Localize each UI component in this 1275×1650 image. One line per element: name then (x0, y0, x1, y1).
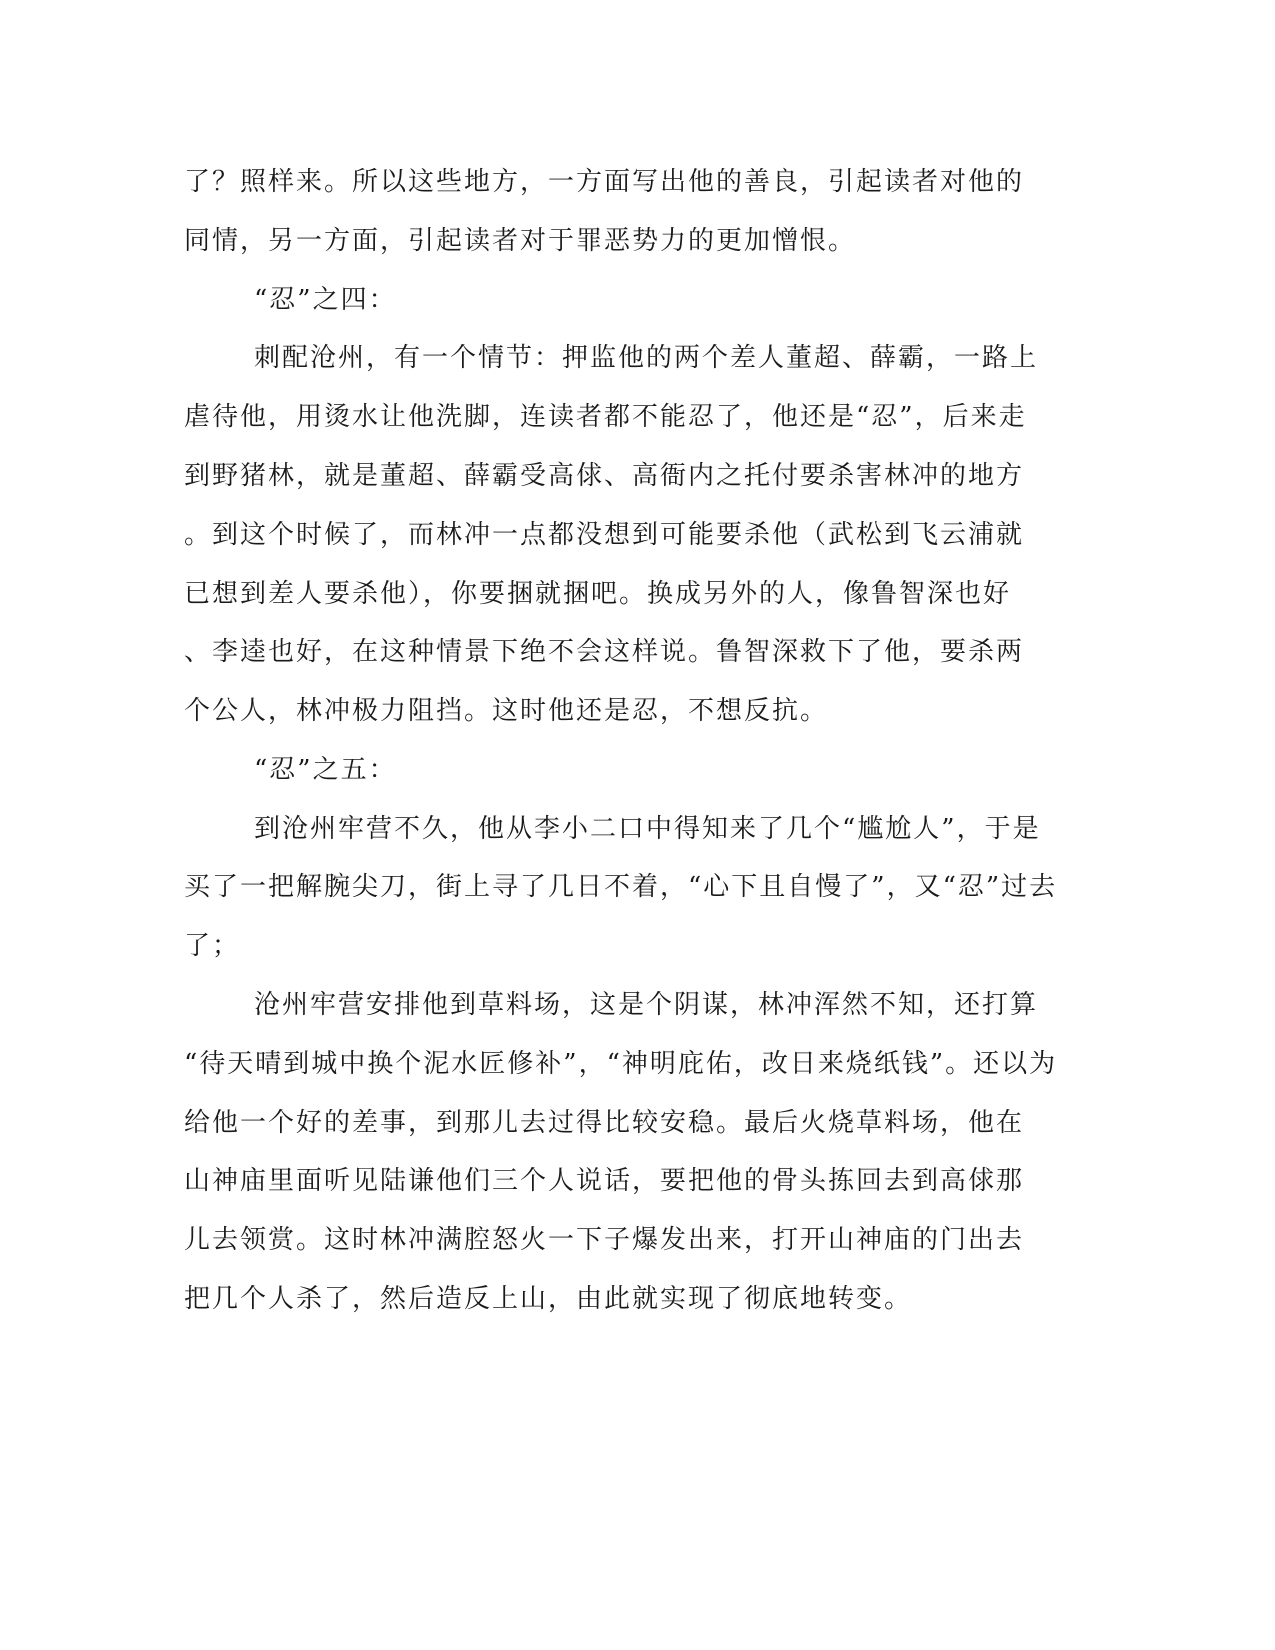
text-line: 刺配沧州，有一个情节：押监他的两个差人董超、薛霸，一路上 (254, 343, 1039, 373)
section-heading: “忍”之五： (254, 755, 397, 785)
text-line: 把几个人杀了，然后造反上山，由此就实现了彻底地转变。 (184, 1284, 913, 1314)
text-line: 到沧州牢营不久，他从李小二口中得知来了几个“尴尬人”，于是 (254, 814, 1041, 844)
text-line: 沧州牢营安排他到草料场，这是个阴谋，林冲浑然不知，还打算 (254, 990, 1039, 1020)
text-line: 买了一把解腕尖刀，街上寻了几日不着，“心下且自慢了”，又“忍”过去 (184, 872, 1058, 902)
section-heading: “忍”之四： (254, 285, 397, 315)
text-line: 虐待他，用烫水让他洗脚，连读者都不能忍了，他还是“忍”，后来走 (184, 402, 1027, 432)
text-line: 个公人，林冲极力阻挡。这时他还是忍，不想反抗。 (184, 696, 829, 726)
text-line: “待天晴到城中换个泥水匠修补”，“神明庇佑，改日来烧纸钱”。还以为 (184, 1049, 1058, 1079)
text-line: 、李逵也好，在这种情景下绝不会这样说。鲁智深救下了他，要杀两 (184, 637, 1025, 667)
text-line: 。到这个时候了，而林冲一点都没想到可能要杀他（武松到飞云浦就 (184, 520, 1025, 550)
text-line: 了； (184, 931, 241, 961)
text-line: 同情，另一方面，引起读者对于罪恶势力的更加憎恨。 (184, 226, 857, 256)
text-line: 儿去领赏。这时林冲满腔怒火一下子爆发出来，打开山神庙的门出去 (184, 1225, 1025, 1255)
text-line: 到野猪林，就是董超、薛霸受高俅、高衙内之托付要杀害林冲的地方 (184, 461, 1025, 491)
text-line: 了？照样来。所以这些地方，一方面写出他的善良，引起读者对他的 (184, 167, 1025, 197)
text-line: 山神庙里面听见陆谦他们三个人说话，要把他的骨头拣回去到高俅那 (184, 1166, 1025, 1196)
text-line: 给他一个好的差事，到那儿去过得比较安稳。最后火烧草料场，他在 (184, 1108, 1025, 1138)
text-line: 已想到差人要杀他），你要捆就捆吧。换成另外的人，像鲁智深也好 (184, 579, 1012, 609)
